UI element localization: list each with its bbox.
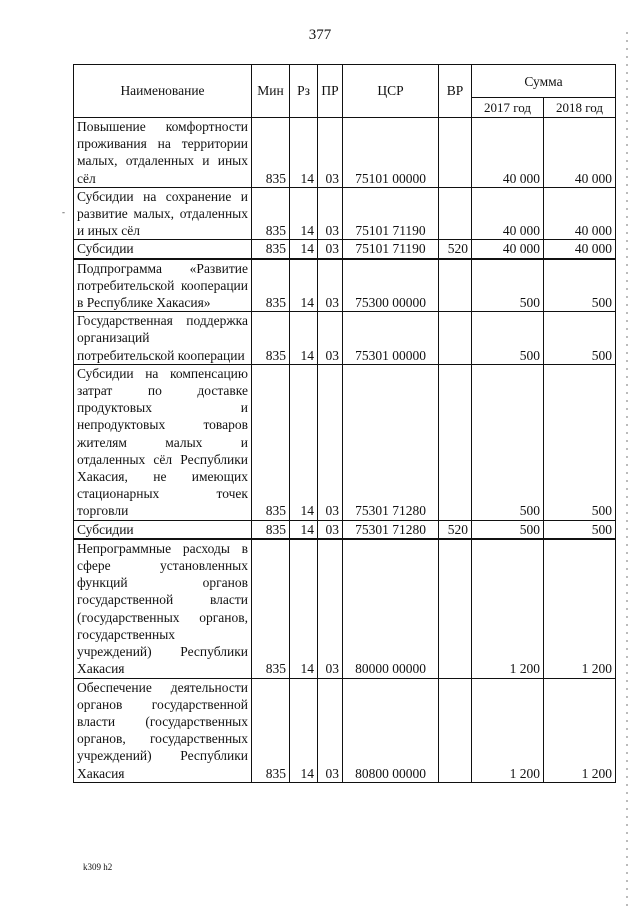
row-pr: 03 (318, 312, 343, 365)
header-year-2017: 2017 год (472, 98, 544, 118)
row-pr: 03 (318, 364, 343, 520)
row-name: Государственная поддержка организаций потребительской кооперации (74, 312, 252, 365)
row-sum-2018: 1 200 (544, 678, 616, 782)
table-row (74, 364, 616, 520)
row-csr: 75300 00000 (343, 259, 439, 312)
row-sum-2017: 500 (472, 312, 544, 365)
row-sum-2018: 500 (544, 259, 616, 312)
header-csr: ЦСР (343, 65, 439, 118)
row-sum-2017: 40 000 (472, 240, 544, 259)
table-row (74, 187, 616, 240)
scan-edge-mark (626, 32, 628, 912)
row-pr: 03 (318, 259, 343, 312)
row-name: Субсидии на компенсацию затрат по доставке продуктовых и непродуктовых товаров жителям малых и отдаленных сёл Республики Хакасия, не имеющих стационарных точек торговли (74, 364, 252, 520)
row-sum-2017: 500 (472, 259, 544, 312)
row-rz: 14 (290, 539, 318, 678)
table-row (74, 312, 616, 365)
row-min: 835 (252, 520, 290, 539)
table-row (74, 118, 616, 188)
row-vr (439, 187, 472, 240)
row-vr (439, 312, 472, 365)
row-vr (439, 364, 472, 520)
table-row (74, 678, 616, 782)
row-name: Повышение комфортности проживания на территории малых, отдаленных и иных сёл (74, 118, 252, 188)
row-name: Обеспечение деятельности органов государственной власти (государственных органов, государственных учреждений) Республики Хакасия (74, 678, 252, 782)
row-csr: 80000 00000 (343, 539, 439, 678)
footer-code: k309 h2 (83, 862, 113, 872)
stray-mark: - (62, 207, 65, 217)
row-csr: 75301 00000 (343, 312, 439, 365)
header-name: Наименование (74, 65, 252, 118)
row-vr (439, 259, 472, 312)
row-sum-2018: 40 000 (544, 240, 616, 259)
row-rz: 14 (290, 187, 318, 240)
row-pr: 03 (318, 539, 343, 678)
row-csr: 75101 00000 (343, 118, 439, 188)
row-sum-2017: 1 200 (472, 678, 544, 782)
page-number: 377 (308, 27, 332, 43)
row-rz: 14 (290, 259, 318, 312)
row-sum-2017: 40 000 (472, 187, 544, 240)
row-pr: 03 (318, 118, 343, 188)
row-sum-2017: 500 (472, 520, 544, 539)
header-vr: ВР (439, 65, 472, 118)
row-min: 835 (252, 364, 290, 520)
row-sum-2018: 1 200 (544, 539, 616, 678)
row-csr: 80800 00000 (343, 678, 439, 782)
header-pr: ПР (318, 65, 343, 118)
row-min: 835 (252, 187, 290, 240)
row-pr: 03 (318, 187, 343, 240)
row-name: Подпрограмма «Развитие потребительской кооперации в Республике Хакасия» (74, 259, 252, 312)
header-year-2018: 2018 год (544, 98, 616, 118)
row-name: Субсидии (74, 520, 252, 539)
row-pr: 03 (318, 520, 343, 539)
row-min: 835 (252, 259, 290, 312)
row-vr: 520 (439, 520, 472, 539)
row-name: Непрограммные расходы в сфере установленных функций органов государственной власти (государственных органов, государственных учреждений) Республики Хакасия (74, 539, 252, 678)
row-csr: 75101 71190 (343, 187, 439, 240)
row-sum-2017: 500 (472, 364, 544, 520)
header-sum: Сумма (472, 65, 616, 98)
row-pr: 03 (318, 678, 343, 782)
header-rz: Рз (290, 65, 318, 118)
row-min: 835 (252, 240, 290, 259)
table-row (74, 259, 616, 312)
row-sum-2018: 40 000 (544, 187, 616, 240)
row-rz: 14 (290, 520, 318, 539)
row-rz: 14 (290, 118, 318, 188)
row-min: 835 (252, 312, 290, 365)
row-rz: 14 (290, 240, 318, 259)
row-name: Субсидии (74, 240, 252, 259)
row-sum-2018: 500 (544, 312, 616, 365)
row-min: 835 (252, 118, 290, 188)
row-sum-2018: 500 (544, 364, 616, 520)
row-csr: 75301 71280 (343, 364, 439, 520)
row-pr: 03 (318, 240, 343, 259)
row-sum-2017: 1 200 (472, 539, 544, 678)
row-vr (439, 539, 472, 678)
row-rz: 14 (290, 364, 318, 520)
row-sum-2018: 500 (544, 520, 616, 539)
budget-table (73, 64, 616, 783)
table-row (74, 240, 616, 259)
table-row (74, 520, 616, 539)
row-name: Субсидии на сохранение и развитие малых, отдаленных и иных сёл (74, 187, 252, 240)
row-vr (439, 678, 472, 782)
row-vr (439, 118, 472, 188)
row-sum-2018: 40 000 (544, 118, 616, 188)
row-rz: 14 (290, 678, 318, 782)
row-vr: 520 (439, 240, 472, 259)
row-sum-2017: 40 000 (472, 118, 544, 188)
row-rz: 14 (290, 312, 318, 365)
header-min: Мин (252, 65, 290, 118)
table-row (74, 539, 616, 678)
row-csr: 75301 71280 (343, 520, 439, 539)
row-csr: 75101 71190 (343, 240, 439, 259)
row-min: 835 (252, 539, 290, 678)
row-min: 835 (252, 678, 290, 782)
